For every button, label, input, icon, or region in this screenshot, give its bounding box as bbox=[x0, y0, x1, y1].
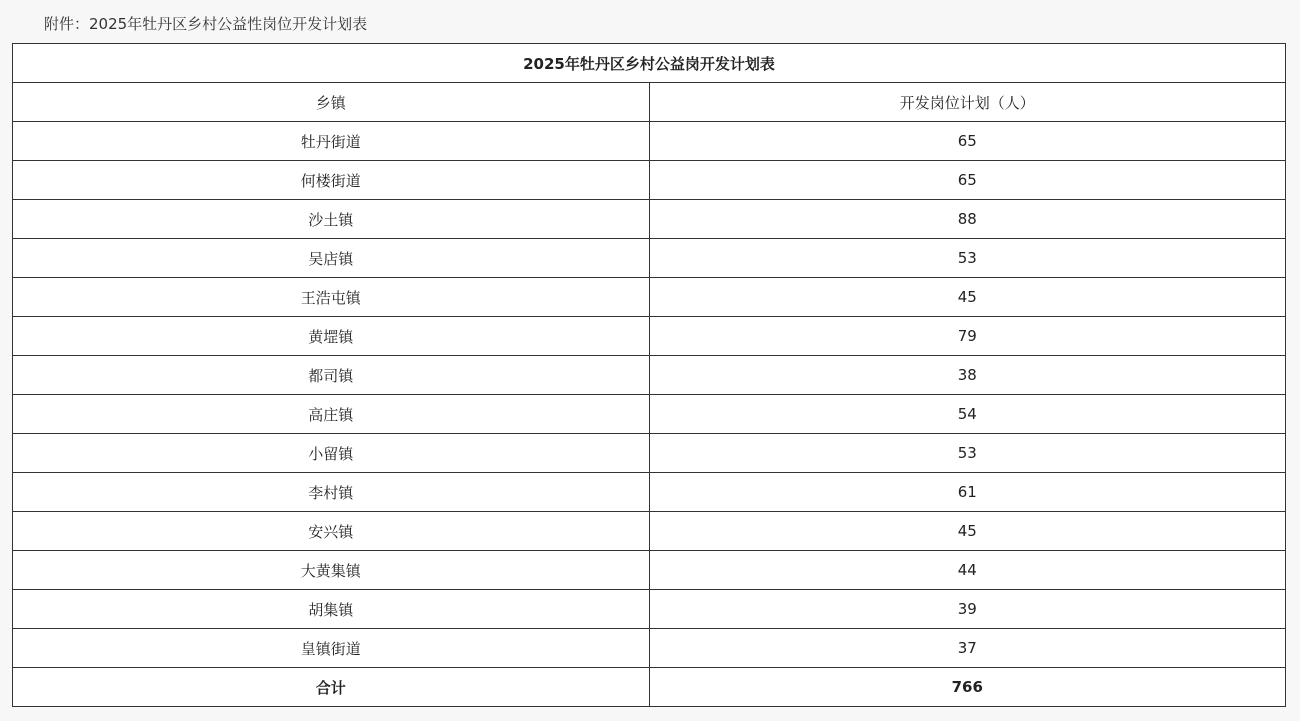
positions-cell: 44 bbox=[649, 551, 1286, 590]
township-cell: 胡集镇 bbox=[13, 590, 650, 629]
township-cell: 沙土镇 bbox=[13, 200, 650, 239]
table-row bbox=[13, 395, 1286, 434]
positions-cell: 45 bbox=[649, 278, 1286, 317]
table-total-row bbox=[13, 668, 1286, 707]
township-cell: 何楼街道 bbox=[13, 161, 650, 200]
positions-cell: 65 bbox=[649, 161, 1286, 200]
township-cell: 李村镇 bbox=[13, 473, 650, 512]
positions-cell: 53 bbox=[649, 239, 1286, 278]
positions-cell: 37 bbox=[649, 629, 1286, 668]
township-cell: 黄堽镇 bbox=[13, 317, 650, 356]
attachment-caption: 附件：2025年牡丹区乡村公益性岗位开发计划表 bbox=[44, 15, 368, 33]
positions-cell: 38 bbox=[649, 356, 1286, 395]
table-header-row bbox=[13, 83, 1286, 122]
positions-cell: 54 bbox=[649, 395, 1286, 434]
township-cell: 吴店镇 bbox=[13, 239, 650, 278]
table-row bbox=[13, 161, 1286, 200]
township-cell: 王浩屯镇 bbox=[13, 278, 650, 317]
table-row bbox=[13, 473, 1286, 512]
header-planned-positions: 开发岗位计划（人） bbox=[649, 83, 1286, 122]
table-title: 2025年牡丹区乡村公益岗开发计划表 bbox=[13, 44, 1286, 83]
table-row bbox=[13, 512, 1286, 551]
total-label: 合计 bbox=[13, 668, 650, 707]
table-row bbox=[13, 317, 1286, 356]
township-cell: 安兴镇 bbox=[13, 512, 650, 551]
table-row bbox=[13, 278, 1286, 317]
table-row bbox=[13, 590, 1286, 629]
positions-cell: 61 bbox=[649, 473, 1286, 512]
table-title-row bbox=[13, 44, 1286, 83]
positions-cell: 53 bbox=[649, 434, 1286, 473]
positions-cell: 65 bbox=[649, 122, 1286, 161]
positions-cell: 45 bbox=[649, 512, 1286, 551]
table-row bbox=[13, 551, 1286, 590]
township-cell: 小留镇 bbox=[13, 434, 650, 473]
positions-cell: 39 bbox=[649, 590, 1286, 629]
table-row bbox=[13, 200, 1286, 239]
header-township: 乡镇 bbox=[13, 83, 650, 122]
township-cell: 大黄集镇 bbox=[13, 551, 650, 590]
table-row bbox=[13, 629, 1286, 668]
total-value: 766 bbox=[649, 668, 1286, 707]
job-plan-table bbox=[12, 43, 1286, 707]
table-row bbox=[13, 122, 1286, 161]
township-cell: 都司镇 bbox=[13, 356, 650, 395]
township-cell: 高庄镇 bbox=[13, 395, 650, 434]
township-cell: 牡丹街道 bbox=[13, 122, 650, 161]
positions-cell: 88 bbox=[649, 200, 1286, 239]
township-cell: 皇镇街道 bbox=[13, 629, 650, 668]
table-row bbox=[13, 356, 1286, 395]
table-row bbox=[13, 239, 1286, 278]
table-row bbox=[13, 434, 1286, 473]
positions-cell: 79 bbox=[649, 317, 1286, 356]
